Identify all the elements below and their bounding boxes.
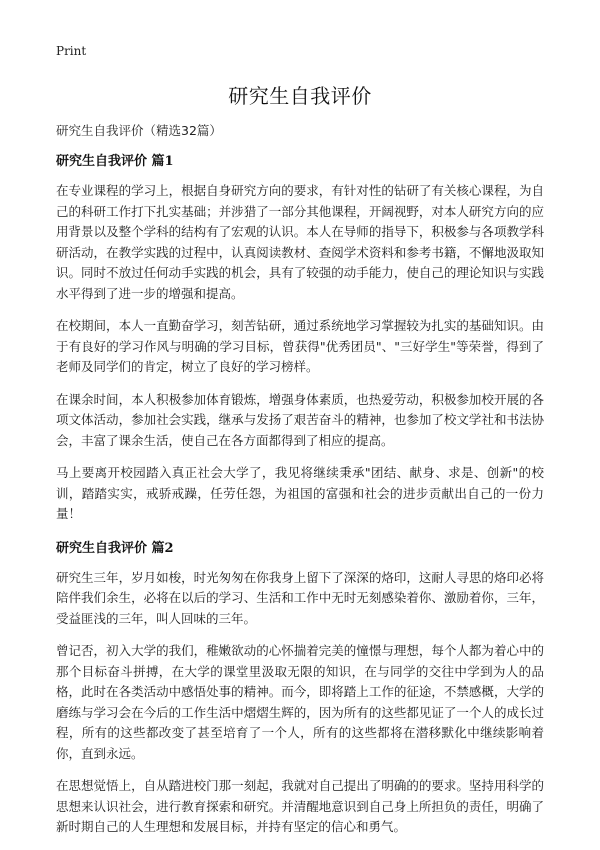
section-heading: 研究生自我评价 篇2 — [56, 540, 174, 556]
section-1 — [56, 150, 544, 525]
paragraph: 在专业课程的学习上，根据自身研究方向的要求，有针对性的钻研了有关核心课程，为自己的科研工作打下扎实基础；并涉猎了一部分其他课程，开阔视野，对本人研究方向的应用背景以及整个学科的结构有了宏观的认识。本人在导师的指导下，积极参与各项教学科研活动，在教学实践的过程中，认真阅读教材、查阅学术资料和参考书籍，不懈地汲取知识。同时不放过任何动手实践的机会，具有了较强的动手能力，使自己的理论知识与实践水平得到了进一步的增强和提高。 — [56, 183, 544, 301]
paragraph: 研究生三年，岁月如梭，时光匆匆在你我身上留下了深深的烙印，这耐人寻思的烙印必将陪伴我们余生，必将在以后的学习、生活和工作中无时无刻感染着你、激励着你，三年，受益匪浅的三年，叫人回味的三年。 — [56, 569, 544, 626]
paragraph: 马上要离开校园踏入真正社会大学了，我见将继续秉承"团结、献身、求是、创新"的校训，踏踏实实，戒骄戒躁，任劳任怨，为祖国的富强和社会的进步贡献出自己的一份力量！ — [56, 465, 544, 521]
section-2 — [56, 537, 544, 838]
document-title: 研究生自我评价 — [228, 84, 372, 108]
print-label: Print — [56, 44, 87, 58]
paragraph: 在思想觉悟上，自从踏进校门那一刻起，我就对自己提出了明确的的要求。坚持用科学的思想来认识社会，进行教育探索和研究。并清醒地意识到自己身上所担负的责任，明确了新时期自己的人生理想和发展目标，并持有坚定的信心和勇气。 — [56, 778, 544, 834]
document-subtitle: 研究生自我评价（精选32篇） — [56, 123, 222, 138]
paragraph: 在校期间，本人一直勤奋学习，刻苦钻研，通过系统地学习掌握较为扎实的基础知识。由于有良好的学习作风与明确的学习目标，曾获得"优秀团员"、"三好学生"等荣誉，得到了老师及同学们的肯定，树立了良好的学习榜样。 — [56, 318, 544, 374]
section-heading: 研究生自我评价 篇1 — [56, 154, 174, 169]
document-body — [56, 150, 544, 850]
paragraph: 曾记否，初入大学的我们，稚嫩欲动的心怀揣着完美的憧憬与理想，每个人都为着心中的那个目标奋斗拼搏，在大学的课堂里汲取无限的知识，在与同学的交往中学到为人的品格，此时在各类活动中感悟处事的精神。而今，即将踏上工作的征途，不禁感概，大学的磨练与学习会在今后的工作生活中熠熠生辉的，因为所有的这些都见证了一个人的成长过程，所有的这些都改变了甚至培育了一个人，所有的这些都将在潜移默化中继续影响着你，直到永远。 — [56, 643, 544, 761]
paragraph: 在课余时间，本人积极参加体育锻炼，增强身体素质，也热爱劳动，积极参加校开展的各项文体活动，参加社会实践，继承与发扬了艰苦奋斗的精神，也参加了校文学社和书法协会，丰富了课余生活，使自己在各方面都得到了相应的提高。 — [56, 391, 544, 448]
